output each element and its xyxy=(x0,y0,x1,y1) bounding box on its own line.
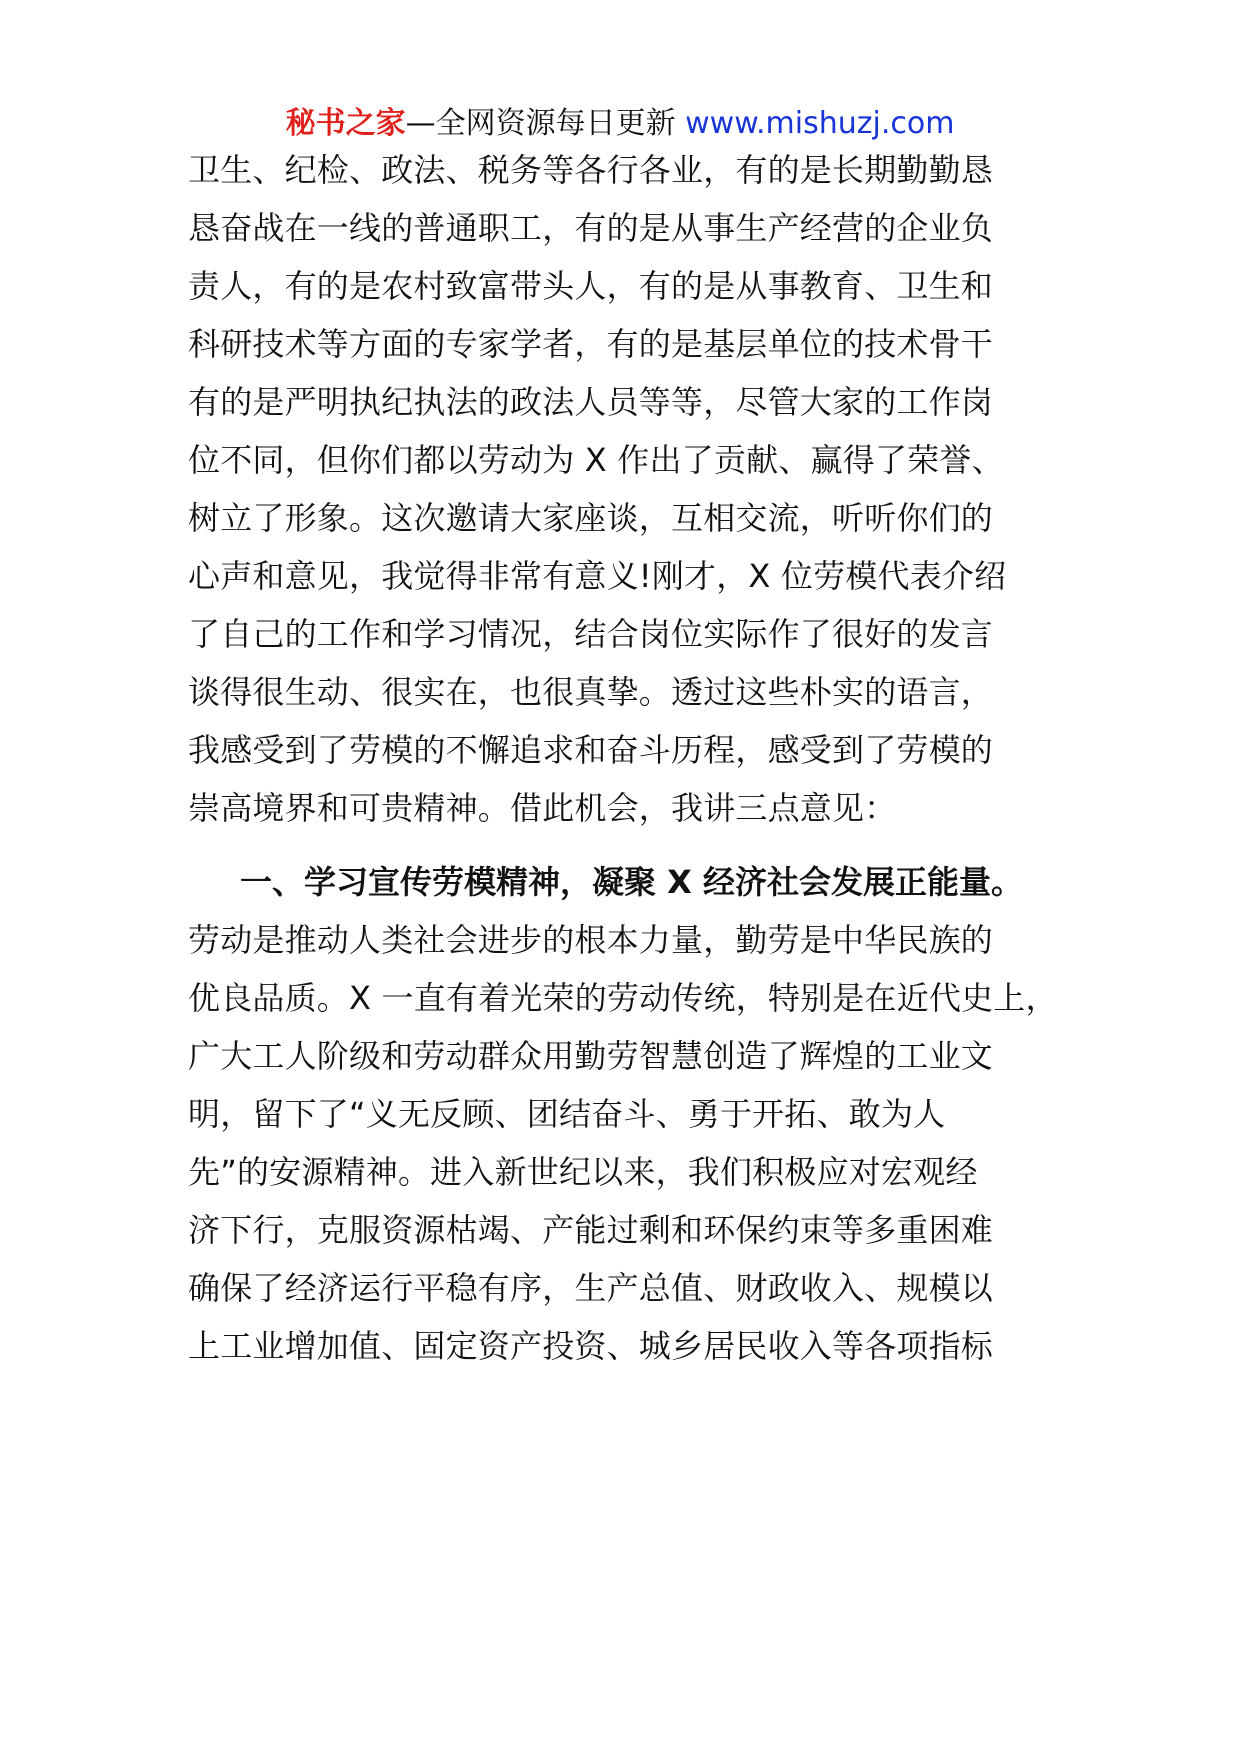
paragraph-1-line: 谈得很生动、很实在，也很真挚。透过这些朴实的语言， xyxy=(188,673,994,711)
section-heading: 一、学习宣传劳模精神，凝聚 X 经济社会发展正能量。 xyxy=(240,863,1023,901)
site-header xyxy=(0,100,1240,148)
paragraph-1-line: 责人，有的是农村致富带头人，有的是从事教育、卫生和 xyxy=(188,267,994,305)
paragraph-1-line: 我感受到了劳模的不懈追求和奋斗历程，感受到了劳模的 xyxy=(188,731,994,769)
site-tagline: —全网资源每日更新 xyxy=(405,106,676,141)
paragraph-1-line: 科研技术等方面的专家学者，有的是基层单位的技术骨干 xyxy=(188,325,994,363)
paragraph-2-line: 济下行，克服资源枯竭、产能过剩和环保约束等多重困难 xyxy=(188,1211,994,1249)
site-brand: 秘书之家 xyxy=(285,106,406,141)
paragraph-1-line: 有的是严明执纪执法的政法人员等等，尽管大家的工作岗 xyxy=(188,383,994,421)
paragraph-2-line: 上工业增加值、固定资产投资、城乡居民收入等各项指标 xyxy=(188,1327,994,1365)
site-url-link[interactable]: www.mishuzj.com xyxy=(685,106,955,141)
paragraph-1-line: 卫生、纪检、政法、税务等各行各业，有的是长期勤勤恳 xyxy=(188,151,994,189)
paragraph-2-line: 优良品质。X 一直有着光荣的劳动传统，特别是在近代史上， xyxy=(188,979,1058,1017)
paragraph-2-line: 明，留下了“义无反顾、团结奋斗、勇于开拓、敢为人 xyxy=(188,1095,946,1133)
paragraph-2-line: 先”的安源精神。进入新世纪以来，我们积极应对宏观经 xyxy=(188,1153,978,1191)
paragraph-1-line: 心声和意见，我觉得非常有意义!刚才，X 位劳模代表介绍 xyxy=(188,557,1007,595)
paragraph-2-line: 广大工人阶级和劳动群众用勤劳智慧创造了辉煌的工业文 xyxy=(188,1037,994,1075)
paragraph-1-line: 位不同，但你们都以劳动为 X 作出了贡献、赢得了荣誉、 xyxy=(188,441,1004,479)
paragraph-1-line: 崇高境界和可贵精神。借此机会，我讲三点意见： xyxy=(188,789,897,827)
paragraph-1-line: 树立了形象。这次邀请大家座谈，互相交流，听听你们的 xyxy=(188,499,994,537)
paragraph-1-line: 恳奋战在一线的普通职工，有的是从事生产经营的企业负 xyxy=(188,209,994,247)
paragraph-2-line: 劳动是推动人类社会进步的根本力量，勤劳是中华民族的 xyxy=(188,921,994,959)
paragraph-2-line: 确保了经济运行平稳有序，生产总值、财政收入、规模以 xyxy=(188,1269,994,1307)
paragraph-1-line: 了自己的工作和学习情况，结合岗位实际作了很好的发言 xyxy=(188,615,994,653)
